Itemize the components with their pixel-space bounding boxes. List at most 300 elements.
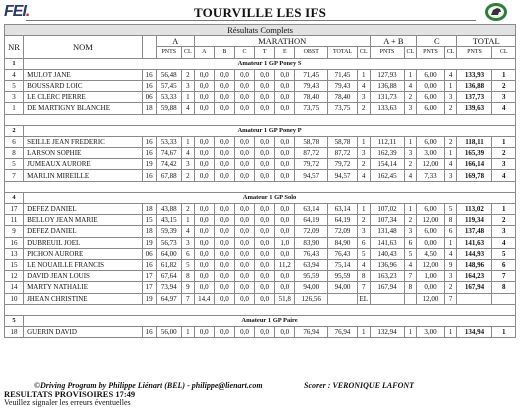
- cell: 0,0: [275, 327, 295, 338]
- cell: 0,0: [234, 159, 254, 170]
- cell: 4: [357, 170, 370, 181]
- cell: 0,0: [214, 92, 234, 103]
- competitor-name: DE MARTIGNY BLANCHE: [24, 103, 143, 114]
- cell: 119,34: [457, 215, 492, 226]
- cell: 1: [182, 92, 195, 103]
- cell: [404, 293, 417, 304]
- cell: 06: [142, 248, 156, 259]
- cell: 0,0: [194, 92, 214, 103]
- cell: 12: [5, 271, 24, 282]
- cell: 73,94: [156, 282, 181, 293]
- header-rule: [26, 20, 476, 21]
- cell: 3: [357, 92, 370, 103]
- cell: 1,00: [417, 271, 445, 282]
- cell: 58,78: [328, 136, 358, 147]
- cell: 8: [182, 271, 195, 282]
- cell: 0,0: [275, 136, 295, 147]
- cell: 3,00: [417, 327, 445, 338]
- cell: 7: [404, 271, 417, 282]
- cell: 64,97: [156, 293, 181, 304]
- results-subtitle: Résultats Complets: [5, 25, 516, 36]
- competitor-name: DAVID JEAN LOUIS: [24, 271, 143, 282]
- cell: 18: [142, 226, 156, 237]
- cell: 74,42: [156, 159, 181, 170]
- cell: 0,0: [214, 293, 234, 304]
- cell: 71,45: [295, 69, 328, 80]
- table-row: [5, 136, 516, 147]
- cell: 73,75: [328, 103, 358, 114]
- competitor-name: MARTY NATHALIE: [24, 282, 143, 293]
- subcol-9: CL: [357, 47, 370, 58]
- cell: 95,59: [295, 271, 328, 282]
- competitor-name: DUBREUIL JOEL: [24, 237, 143, 248]
- cell: 0,0: [214, 69, 234, 80]
- cell: 3: [444, 92, 457, 103]
- cell: [370, 293, 404, 304]
- cell: 0,0: [214, 248, 234, 259]
- cell: 2: [444, 103, 457, 114]
- cell: 16: [142, 170, 156, 181]
- cell: 107,34: [370, 215, 404, 226]
- cell: 06: [142, 92, 156, 103]
- cell: 0,0: [194, 103, 214, 114]
- cell: 1: [357, 136, 370, 147]
- cell: 8: [404, 282, 417, 293]
- cell: 1: [492, 136, 516, 147]
- cell: 13: [5, 248, 24, 259]
- cell: 1: [404, 204, 417, 215]
- cell: 75,14: [328, 259, 358, 270]
- cell: 0,0: [234, 248, 254, 259]
- cell: 131,48: [370, 226, 404, 237]
- cell: 113,02: [457, 204, 492, 215]
- cell: 0,0: [234, 103, 254, 114]
- cell: 16: [142, 80, 156, 91]
- competitor-name: BELLOY JEAN MARIE: [24, 215, 143, 226]
- cell: 112,11: [370, 136, 404, 147]
- cell: 12,00: [417, 159, 445, 170]
- competitor-name: GUERIN DAVID: [24, 327, 143, 338]
- subcol-7: OBST: [295, 47, 328, 58]
- cell: 14: [5, 282, 24, 293]
- cell: 0,0: [194, 148, 214, 159]
- cell: 141,63: [370, 237, 404, 248]
- cell: 3: [404, 226, 417, 237]
- cell: 4: [492, 170, 516, 181]
- competitor-name: JUMEAUX AURORE: [24, 159, 143, 170]
- group-header: [5, 125, 516, 136]
- cell: 6: [5, 136, 24, 147]
- cell: 1: [182, 136, 195, 147]
- cell: 1: [357, 327, 370, 338]
- cell: 16: [142, 136, 156, 147]
- cell: 0,0: [214, 215, 234, 226]
- cell: 2: [182, 69, 195, 80]
- cell: 0,0: [214, 282, 234, 293]
- cell: 2: [492, 80, 516, 91]
- cell: 3: [182, 237, 195, 248]
- cell: 76,94: [295, 327, 328, 338]
- competitor-name: SEILLE JEAN FREDERIC: [24, 136, 143, 147]
- subcol-0: PNTS: [156, 47, 181, 58]
- table-row: [5, 327, 516, 338]
- note-text: Veuillez signaler les erreurs éventuelles: [4, 398, 131, 407]
- group-number: 1: [5, 58, 24, 69]
- cell: 63,14: [295, 204, 328, 215]
- competitor-name: LE CLERC PIERRE: [24, 92, 143, 103]
- cell: 0,0: [234, 215, 254, 226]
- cell: 131,73: [370, 92, 404, 103]
- table-row: [5, 237, 516, 248]
- cell: 4: [404, 80, 417, 91]
- cell: 0,0: [234, 136, 254, 147]
- cell: 1: [404, 69, 417, 80]
- cell: 6: [492, 259, 516, 270]
- cell: 19: [142, 159, 156, 170]
- cell: 79,72: [295, 159, 328, 170]
- col-nr: NR: [5, 36, 24, 58]
- cell: 18: [142, 204, 156, 215]
- competitor-name: MARLIN MIREILLE: [24, 170, 143, 181]
- cell: 1: [357, 204, 370, 215]
- cell: 3: [492, 92, 516, 103]
- cell: 4: [444, 159, 457, 170]
- cell: 43,88: [156, 204, 181, 215]
- cell: 137,48: [457, 226, 492, 237]
- cell: 166,14: [457, 159, 492, 170]
- cell: 0,0: [255, 215, 275, 226]
- subcol-14: PNTS: [457, 47, 492, 58]
- cell: 3: [182, 159, 195, 170]
- cell: 127,93: [370, 69, 404, 80]
- cell: 61,82: [156, 259, 181, 270]
- cell: 4: [444, 248, 457, 259]
- cell: 4: [492, 103, 516, 114]
- cell: 0,0: [194, 327, 214, 338]
- cell: 4: [182, 226, 195, 237]
- cell: 0,0: [255, 259, 275, 270]
- cell: 76,94: [328, 327, 358, 338]
- cell: 2: [357, 215, 370, 226]
- cell: 94,57: [295, 170, 328, 181]
- cell: 73,75: [295, 103, 328, 114]
- cell: 4: [444, 69, 457, 80]
- cell: 0,0: [234, 293, 254, 304]
- cell: 78,40: [295, 92, 328, 103]
- cell: 0,0: [234, 271, 254, 282]
- cell: 7: [492, 271, 516, 282]
- table-row: [5, 148, 516, 159]
- cell: 133,93: [457, 69, 492, 80]
- cell: 0,0: [275, 282, 295, 293]
- cell: 94,00: [295, 282, 328, 293]
- group-label: Amateur 1 GP Solo: [24, 192, 516, 203]
- cell: 43,15: [156, 215, 181, 226]
- cell: 18: [142, 103, 156, 114]
- cell: 167,94: [370, 282, 404, 293]
- cell: EL: [357, 293, 370, 304]
- cell: 6: [444, 226, 457, 237]
- cell: 0,00: [417, 237, 445, 248]
- cell: 5: [182, 259, 195, 270]
- cell: 59,88: [156, 103, 181, 114]
- cell: 107,02: [370, 204, 404, 215]
- cell: 1: [404, 136, 417, 147]
- cell: 4,50: [417, 248, 445, 259]
- cell: 1: [492, 204, 516, 215]
- cell: 0,0: [234, 148, 254, 159]
- cell: 0,0: [194, 259, 214, 270]
- cell: 2: [404, 215, 417, 226]
- cell: 2: [444, 282, 457, 293]
- group-header: [5, 315, 516, 326]
- col-a-plus-b: A + B: [370, 36, 417, 47]
- subcol-11: CL: [404, 47, 417, 58]
- cell: 6,00: [417, 92, 445, 103]
- cell: 78,40: [328, 92, 358, 103]
- cell: 0,0: [234, 327, 254, 338]
- table-row: [5, 226, 516, 237]
- cell: 0,0: [234, 282, 254, 293]
- cell: 154,14: [370, 159, 404, 170]
- group-label: Amateur 1 GP Paire: [24, 315, 516, 326]
- cell: 140,43: [370, 248, 404, 259]
- cell: 0,0: [214, 103, 234, 114]
- cell: 76,43: [295, 248, 328, 259]
- cell: 67,88: [156, 170, 181, 181]
- cell: 0,0: [255, 92, 275, 103]
- cell: [457, 293, 492, 304]
- cell: 0,0: [255, 159, 275, 170]
- cell: 95,59: [328, 271, 358, 282]
- cell: 2: [404, 92, 417, 103]
- subcol-13: CL: [444, 47, 457, 58]
- cell: 0,0: [234, 259, 254, 270]
- cell: 126,56: [295, 293, 328, 304]
- cell: 0,0: [255, 148, 275, 159]
- cell: 0,0: [194, 282, 214, 293]
- cell: 56,73: [156, 237, 181, 248]
- cell: 0,0: [275, 215, 295, 226]
- cell: 72,09: [328, 226, 358, 237]
- cell: 1: [492, 327, 516, 338]
- cell: 67,64: [156, 271, 181, 282]
- cell: 6,00: [417, 226, 445, 237]
- cell: 0,0: [255, 170, 275, 181]
- cell: 9: [5, 226, 24, 237]
- competitor-name: DEFEZ DANIEL: [24, 226, 143, 237]
- cell: 0,0: [194, 159, 214, 170]
- cell: 6: [357, 237, 370, 248]
- cell: 0,0: [255, 271, 275, 282]
- competitor-name: MULOT JANE: [24, 69, 143, 80]
- header-bar: [4, 2, 516, 24]
- cell: 0,0: [194, 237, 214, 248]
- cell: 0,0: [255, 226, 275, 237]
- cell: 0,0: [255, 327, 275, 338]
- cell: 0,0: [194, 204, 214, 215]
- table-row: [5, 248, 516, 259]
- cell: 7: [182, 293, 195, 304]
- cell: 3: [444, 271, 457, 282]
- cell: 1: [492, 69, 516, 80]
- cell: 0,0: [214, 204, 234, 215]
- cell: 0,0: [214, 170, 234, 181]
- cell: 3: [182, 80, 195, 91]
- cell: 169,78: [457, 170, 492, 181]
- cell: 5: [492, 248, 516, 259]
- cell: 3: [404, 103, 417, 114]
- cell: 8: [357, 271, 370, 282]
- cell: 165,39: [457, 148, 492, 159]
- competitor-name: BOUSSARD LOIC: [24, 80, 143, 91]
- cell: 163,23: [370, 271, 404, 282]
- cell: 16: [142, 148, 156, 159]
- cell: 0,0: [255, 136, 275, 147]
- cell: 164,23: [457, 271, 492, 282]
- table-row: [5, 293, 516, 304]
- cell: 11,2: [275, 259, 295, 270]
- fei-logo: FEI.: [4, 3, 30, 20]
- cell: 1: [444, 237, 457, 248]
- cell: 4: [404, 170, 417, 181]
- cell: 7: [444, 293, 457, 304]
- page-title: TOURVILLE LES IFS: [193, 5, 327, 20]
- cell: 53,33: [156, 92, 181, 103]
- cell: 1: [444, 327, 457, 338]
- fei-logo-text: FEI: [4, 3, 26, 20]
- cell: 64,19: [295, 215, 328, 226]
- cell: 2: [357, 159, 370, 170]
- group-label: Amateur 1 GP Poney P: [24, 125, 516, 136]
- credit-text: ©Driving Program by Philippe Liénart (BEL) - philippe@lienart.com: [34, 381, 263, 390]
- cell: 2: [492, 148, 516, 159]
- table-row: [5, 103, 516, 114]
- table-row: [5, 215, 516, 226]
- cell: 17: [142, 271, 156, 282]
- subcol-4: C: [234, 47, 254, 58]
- cell: 2: [357, 103, 370, 114]
- cell: 0,0: [194, 69, 214, 80]
- cell: 51,8: [275, 293, 295, 304]
- table-row: [5, 282, 516, 293]
- cell: 0,0: [214, 226, 234, 237]
- cell: 1: [357, 69, 370, 80]
- cell: 6,00: [417, 103, 445, 114]
- cell: 118,11: [457, 136, 492, 147]
- cell: 0,00: [417, 80, 445, 91]
- cell: 2: [404, 159, 417, 170]
- cell: 0,0: [194, 271, 214, 282]
- cell: 0,0: [275, 170, 295, 181]
- cell: 84,90: [328, 237, 358, 248]
- cell: 4: [182, 103, 195, 114]
- cell: 59,39: [156, 226, 181, 237]
- cell: 162,39: [370, 148, 404, 159]
- cell: 79,43: [328, 80, 358, 91]
- cell: 4: [492, 237, 516, 248]
- cell: 12,00: [417, 259, 445, 270]
- cell: 0,0: [275, 159, 295, 170]
- cell: 83,90: [295, 237, 328, 248]
- cell: 0,0: [275, 204, 295, 215]
- cell: 0,0: [194, 136, 214, 147]
- group-number: 2: [5, 125, 24, 136]
- cell: 0,0: [275, 148, 295, 159]
- cell: 2: [182, 170, 195, 181]
- cell: 16: [142, 69, 156, 80]
- cell: 0,0: [234, 237, 254, 248]
- cell: 0,0: [194, 80, 214, 91]
- cell: 0,0: [234, 204, 254, 215]
- subcol-12: PNTS: [417, 47, 445, 58]
- cell: 87,72: [328, 148, 358, 159]
- cell: 71,45: [328, 69, 358, 80]
- group-number: 5: [5, 315, 24, 326]
- cell: 16: [142, 259, 156, 270]
- cell: 16: [5, 237, 24, 248]
- cell: 0,0: [275, 69, 295, 80]
- cell: 136,88: [457, 80, 492, 91]
- cell: 1: [444, 148, 457, 159]
- cell: 0,0: [234, 69, 254, 80]
- cell: 136,88: [370, 80, 404, 91]
- col-marathon: MARATHON: [194, 36, 370, 47]
- cell: 0,0: [255, 237, 275, 248]
- cell: 4: [404, 259, 417, 270]
- cell: 0,0: [214, 159, 234, 170]
- cell: 4: [357, 80, 370, 91]
- cell: 0,0: [255, 248, 275, 259]
- cell: 133,63: [370, 103, 404, 114]
- cell: 17: [5, 204, 24, 215]
- subcol-3: B: [214, 47, 234, 58]
- col-c: C: [417, 36, 457, 47]
- table-row: [5, 80, 516, 91]
- cell: 132,94: [370, 327, 404, 338]
- cell: 6,00: [417, 69, 445, 80]
- table-row: [5, 271, 516, 282]
- cell: 0,0: [275, 103, 295, 114]
- cell: 7,33: [417, 170, 445, 181]
- cell: 3: [357, 148, 370, 159]
- cell: 0,0: [275, 226, 295, 237]
- subcol-1: CL: [182, 47, 195, 58]
- cell: 63,14: [328, 204, 358, 215]
- cell: 167,94: [457, 282, 492, 293]
- cell: 72,09: [295, 226, 328, 237]
- col-total: TOTAL: [457, 36, 516, 47]
- cell: 9: [182, 282, 195, 293]
- cell: 53,33: [156, 136, 181, 147]
- cell: 1,0: [275, 237, 295, 248]
- subcol-8: TOTAL: [328, 47, 358, 58]
- cell: 74,67: [156, 148, 181, 159]
- cell: 64,00: [156, 248, 181, 259]
- cell: 7: [5, 170, 24, 181]
- cell: 0,0: [275, 92, 295, 103]
- cell: 63,94: [295, 259, 328, 270]
- cell: 14,4: [194, 293, 214, 304]
- cell: 3: [357, 226, 370, 237]
- cell: 64,19: [328, 215, 358, 226]
- cell: 136,96: [370, 259, 404, 270]
- subcol-2: A: [194, 47, 214, 58]
- table-row: [5, 159, 516, 170]
- table-row: [5, 92, 516, 103]
- competitor-name: LARSON SOPHIE: [24, 148, 143, 159]
- competitor-name: DEFEZ DANIEL: [24, 204, 143, 215]
